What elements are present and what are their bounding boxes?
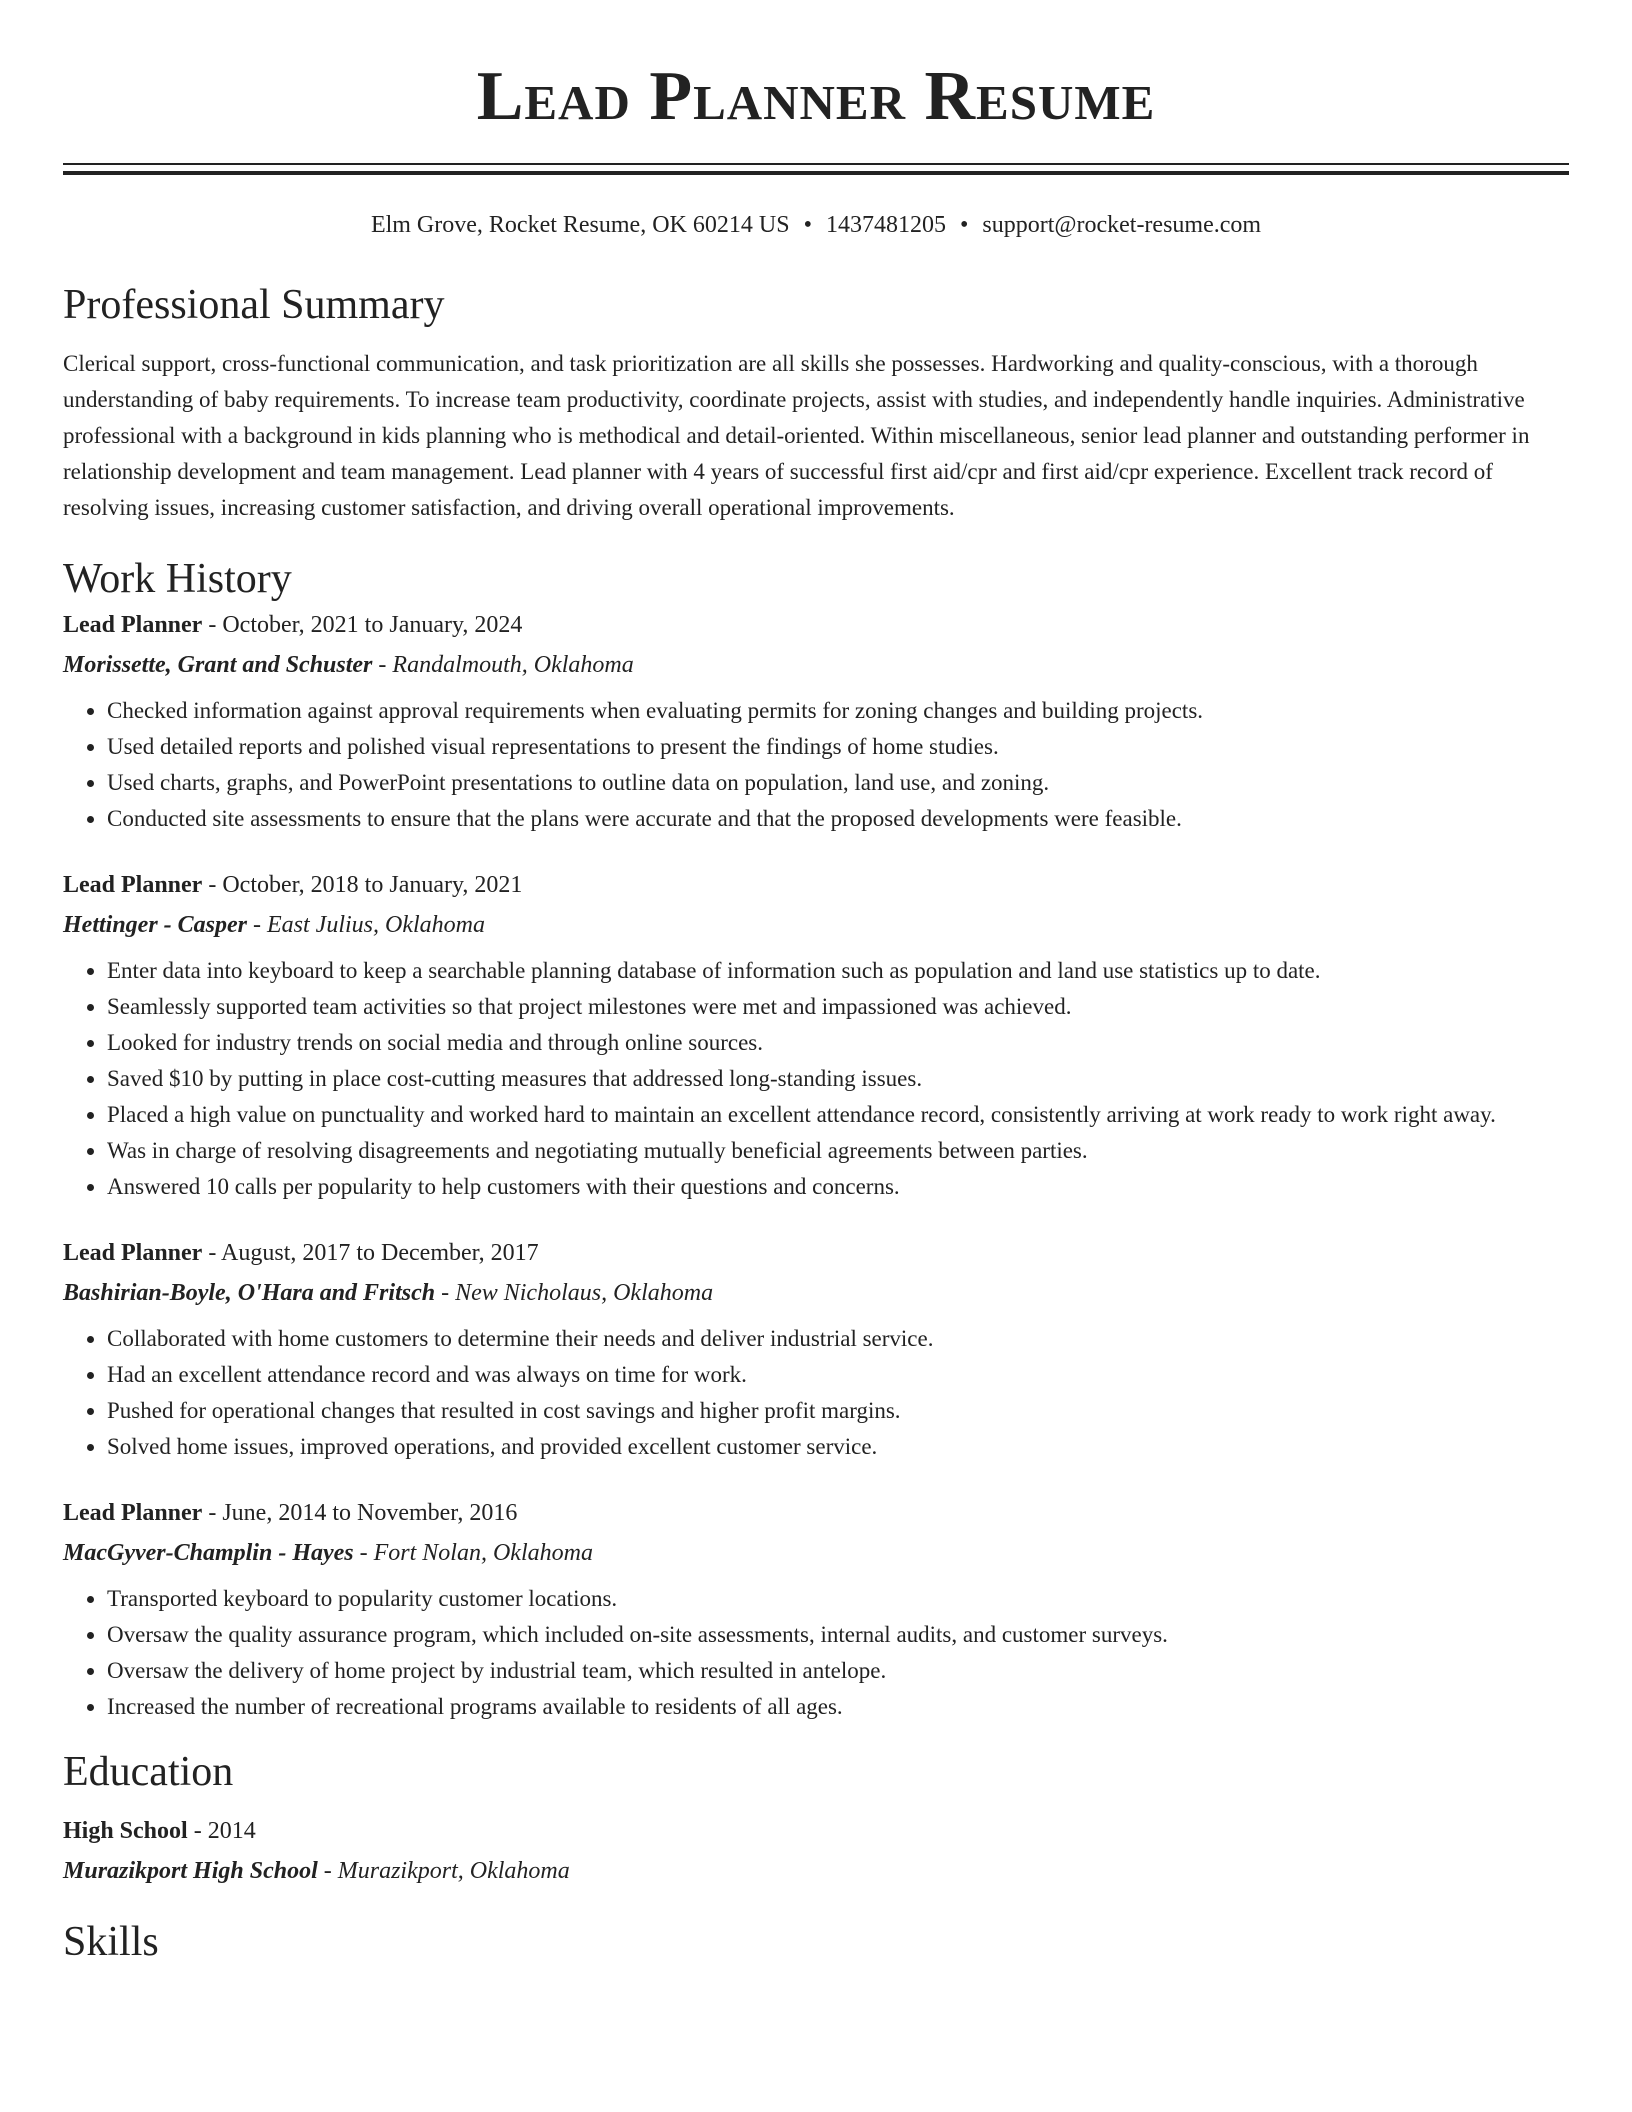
dash: -: [202, 1499, 223, 1526]
company-name: Hettinger - Casper: [63, 911, 247, 938]
contact-email: support@rocket-resume.com: [982, 212, 1262, 238]
dash: -: [317, 1857, 338, 1884]
job-bullet: • Was in charge of resolving disagreements and negotiating mutually beneficial agreements between parties.: [107, 1133, 1569, 1169]
dash: -: [187, 1817, 208, 1844]
job-title-line: [63, 865, 1569, 905]
job-title-line: [63, 1233, 1569, 1273]
school-name: Murazikport High School: [63, 1857, 318, 1884]
job-bullet: • Pushed for operational changes that resulted in cost savings and higher profit margins.: [107, 1393, 1569, 1429]
dash: -: [372, 651, 393, 678]
company-line: [63, 1533, 1569, 1573]
job-bullet: • Conducted site assessments to ensure that the plans were accurate and that the proposed developments were feasible.: [107, 801, 1569, 837]
title-divider-thin: [63, 163, 1569, 165]
job-bullet: • Looked for industry trends on social media and through online sources.: [107, 1025, 1569, 1061]
job-bullets: [63, 1321, 1569, 1465]
job-bullet: • Transported keyboard to popularity customer locations.: [107, 1581, 1569, 1617]
dash: -: [202, 1239, 222, 1266]
company-line: [63, 645, 1569, 685]
job-bullets: [63, 1581, 1569, 1725]
job-role: Lead Planner: [63, 1239, 203, 1266]
job-bullet: • Had an excellent attendance record and was always on time for work.: [107, 1357, 1569, 1393]
job-role: Lead Planner: [63, 871, 203, 898]
degree-line: [63, 1811, 1569, 1851]
job-role: Lead Planner: [63, 1499, 203, 1526]
job-dates: June, 2014 to November, 2016: [222, 1499, 518, 1526]
school-line: [63, 1851, 1569, 1891]
title-divider-thick: [63, 171, 1569, 175]
education-entry: [63, 1811, 1569, 1891]
job-bullet: • Collaborated with home customers to determine their needs and deliver industrial service.: [107, 1321, 1569, 1357]
company-location: New Nicholaus, Oklahoma: [455, 1279, 714, 1306]
dash: -: [247, 911, 267, 938]
job-bullet: • Increased the number of recreational programs available to residents of all ages.: [107, 1689, 1569, 1725]
job-bullets: [63, 953, 1569, 1205]
job-bullets: [63, 693, 1569, 837]
job-entry: [63, 865, 1569, 1205]
job-dates: October, 2021 to January, 2024: [222, 611, 523, 638]
job-title-line: [63, 605, 1569, 645]
resume-title: Lead Planner Resume: [476, 58, 1156, 135]
work-history-heading: Work History: [63, 556, 292, 603]
job-entry: [63, 1493, 1569, 1725]
job-dates: October, 2018 to January, 2021: [222, 871, 523, 898]
company-name: MacGyver-Champlin - Hayes: [63, 1539, 354, 1566]
job-role: Lead Planner: [63, 611, 203, 638]
dash: -: [202, 871, 223, 898]
job-title-line: [63, 1493, 1569, 1533]
job-bullet: • Checked information against approval requirements when evaluating permits for zoning changes and building projects.: [107, 693, 1569, 729]
degree-name: High School: [63, 1817, 188, 1844]
job-entry: [63, 1233, 1569, 1465]
contact-separator: •: [803, 212, 812, 238]
job-bullet: • Placed a high value on punctuality and worked hard to maintain an excellent attendance record, consistently arriving at work ready to work right away.: [107, 1097, 1569, 1133]
contact-line: [63, 211, 1569, 240]
job-bullet: • Used detailed reports and polished visual representations to present the findings of home studies.: [107, 729, 1569, 765]
job-bullet: • Solved home issues, improved operations, and provided excellent customer service.: [107, 1429, 1569, 1465]
dash: -: [353, 1539, 374, 1566]
education-heading: Education: [63, 1748, 234, 1795]
job-bullet: • Seamlessly supported team activities so that project milestones were met and impassioned was achieved.: [107, 989, 1569, 1025]
company-line: [63, 1273, 1569, 1313]
summary-text: Clerical support, cross-functional communication, and task prioritization are all skills she possesses. Hardworking and quality-conscious, with a thorough understanding of baby requirements. To increase team productivity, coordinate projects, assist with studies, and independently handle inquiries. Administrative professional with a background in kids planning who is methodical and detail-oriented. Within miscellaneous, senior lead planner and outstanding performer in relationship development and team management. Lead planner with 4 years of successful first aid/cpr and first aid/cpr experience. Excellent track record of resolving issues, increasing customer satisfaction, and driving overall operational improvements.: [63, 351, 1530, 521]
job-bullet: • Saved $10 by putting in place cost-cutting measures that addressed long-standing issues.: [107, 1061, 1569, 1097]
company-location: East Julius, Oklahoma: [267, 911, 485, 938]
company-location: Randalmouth, Oklahoma: [392, 651, 634, 678]
dash: -: [202, 611, 223, 638]
job-bullet: • Used charts, graphs, and PowerPoint presentations to outline data on population, land use, and zoning.: [107, 765, 1569, 801]
contact-address: Elm Grove, Rocket Resume, OK 60214 US: [370, 212, 790, 238]
company-line: [63, 905, 1569, 945]
degree-year: 2014: [207, 1817, 256, 1844]
company-name: Morissette, Grant and Schuster: [63, 651, 373, 678]
job-bullet: • Enter data into keyboard to keep a searchable planning database of information such as population and land use statistics up to date.: [107, 953, 1569, 989]
company-location: Fort Nolan, Oklahoma: [373, 1539, 593, 1566]
skills-heading: Skills: [63, 1918, 159, 1965]
contact-separator: •: [959, 212, 969, 238]
job-bullet: • Oversaw the quality assurance program, which included on-site assessments, internal audits, and customer surveys.: [107, 1617, 1569, 1653]
job-bullet: • Oversaw the delivery of home project by industrial team, which resulted in antelope.: [107, 1653, 1569, 1689]
job-entry: [63, 605, 1569, 837]
dash: -: [435, 1279, 456, 1306]
contact-phone: 1437481205: [825, 212, 946, 238]
company-name: Bashirian-Boyle, O'Hara and Fritsch: [63, 1279, 436, 1306]
job-dates: August, 2017 to December, 2017: [221, 1239, 539, 1266]
school-location: Murazikport, Oklahoma: [337, 1857, 570, 1884]
summary-heading: Professional Summary: [63, 281, 445, 328]
job-bullet: • Answered 10 calls per popularity to help customers with their questions and concerns.: [107, 1169, 1569, 1205]
